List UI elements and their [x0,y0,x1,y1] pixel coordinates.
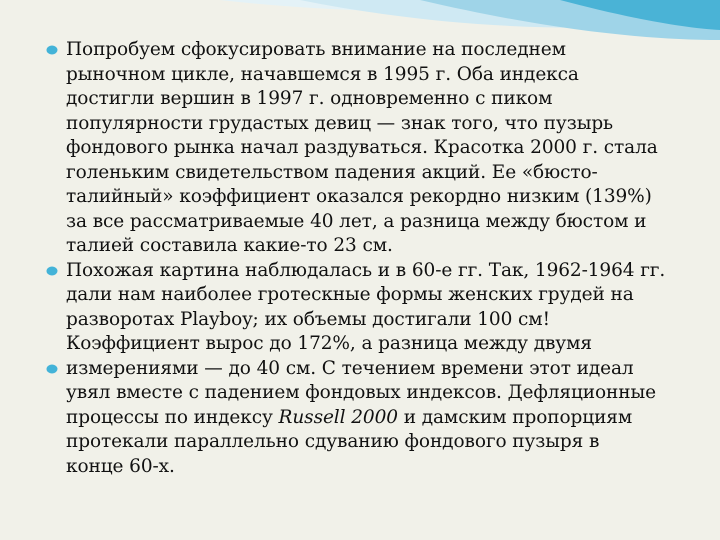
text-line: Похожая картина наблюдалась и в 60-е гг. Так, 1962-1964 гг. [66,259,666,281]
text-line: фондового рынка начал раздуваться. Красотка 2000 г. стала [66,137,658,158]
text-line: конце 60-х. [66,455,175,477]
text-line: Попробуем сфокусировать внимание на последнем [66,39,566,60]
text-line: голеньким свидетельством падения акций. Ее «бюсто- [66,161,598,183]
text-line: талией составила какие-то 23 см. [66,235,393,256]
bullet-item [40,38,690,259]
index-name: Russell 2000 [278,406,398,428]
text-line: за все рассматриваемые 40 лет, а разница между бюстом и [66,210,647,232]
bullet-item [40,357,690,480]
bullet-list [40,38,690,479]
text-line: измерениями — до 40 см. С течением времени этот идеал [66,357,634,379]
text-line: Коэффициент вырос до 172%, а разница между двумя [66,333,592,354]
text-line: увял вместе с падением фондовых индексов. Дефляционные [66,382,656,403]
text-segment: и дамским пропорциям [397,406,633,428]
text-line: достигли вершин в 1997 г. одновременно с пиком [66,88,553,109]
text-line: разворотах Playboy; их объемы достигали 100 см! [66,308,550,330]
bullet-marker-icon [46,266,58,276]
text-line: дали нам наиболее гротескные формы женских грудей на [66,284,634,305]
text-line: популярности грудастых девиц — знак того, что пузырь [66,112,614,134]
text-line [66,406,690,431]
bullet-marker-icon [46,364,58,374]
bullet-item [40,259,690,357]
text-segment: процессы по индексу [66,406,279,428]
text-line: талийный» коэффициент оказался рекордно низким (139%) [66,186,652,207]
text-line: протекали параллельно сдуванию фондового пузыря в [66,431,600,452]
text-line: рыночном цикле, начавшемся в 1995 г. Оба индекса [66,63,579,85]
bullet-marker-icon [46,45,58,55]
